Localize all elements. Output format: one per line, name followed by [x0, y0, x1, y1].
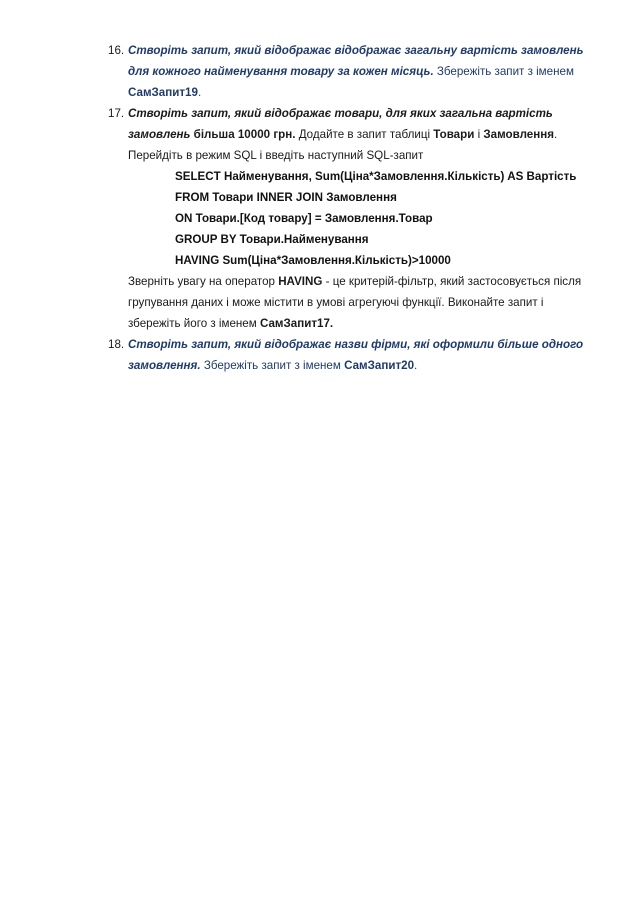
table-name-goods: Товари [433, 128, 475, 141]
having-keyword: HAVING [278, 275, 323, 288]
note-text-2: - це критерій-фільтр, який застосовується після групування даних і може містити в умові агрегуючі функції. Виконайте запит і збережіть його з іменем [128, 275, 582, 330]
sql-line-from: FROM Товари INNER JOIN Замовлення [175, 191, 397, 204]
sentence-end: . [414, 359, 418, 372]
task-text: Створіть запит, який відображає товари, для яких загальна вартість замовлень [128, 107, 553, 141]
sql-line-select: SELECT Найменування, Sum(Ціна*Замовлення.Кількість) AS Вартість [175, 170, 577, 183]
query-name: СамЗапит17. [259, 317, 334, 330]
list-item-18 [108, 334, 598, 376]
note-text: Зверніть увагу на оператор [128, 275, 279, 288]
sentence-end: . [197, 86, 202, 99]
task-paragraph [128, 103, 598, 166]
sql-line-on: ON Товари.[Код товару] = Замовлення.Товар [175, 212, 433, 225]
item-number: 18. [108, 338, 125, 351]
save-instruction: Збережіть запит з іменем [433, 65, 574, 78]
item-number: 16. [108, 44, 125, 57]
document-content [108, 40, 598, 376]
task-text: Створіть запит, який відображає відображає загальну вартість замовлень для кожного найменування товару за кожен місяць. [128, 44, 584, 78]
save-instruction: Збережіть запит з іменем [200, 359, 345, 372]
instruction-text-2: . Перейдіть в режим SQL і введіть наступний SQL-запит [128, 128, 558, 162]
query-name: СамЗапит20 [344, 359, 415, 372]
table-name-orders: Замовлення [483, 128, 554, 141]
note-paragraph [128, 271, 598, 334]
sql-line-having: HAVING Sum(Ціна*Замовлення.Кількість)>10000 [175, 254, 451, 267]
query-name: СамЗапит19 [128, 86, 198, 99]
list-item-16 [108, 40, 598, 103]
sql-line-group-by: GROUP BY Товари.Найменування [175, 233, 369, 246]
item-number: 17. [108, 107, 125, 120]
task-text-tail: більша 10000 грн. [193, 128, 296, 141]
list-item-17 [108, 103, 598, 334]
and-word: і [474, 128, 484, 141]
instruction-text: Додайте в запит таблиці [295, 128, 434, 141]
task-text: Створіть запит, який відображає назви фірми, які оформили більше одного замовлення. [128, 338, 584, 372]
